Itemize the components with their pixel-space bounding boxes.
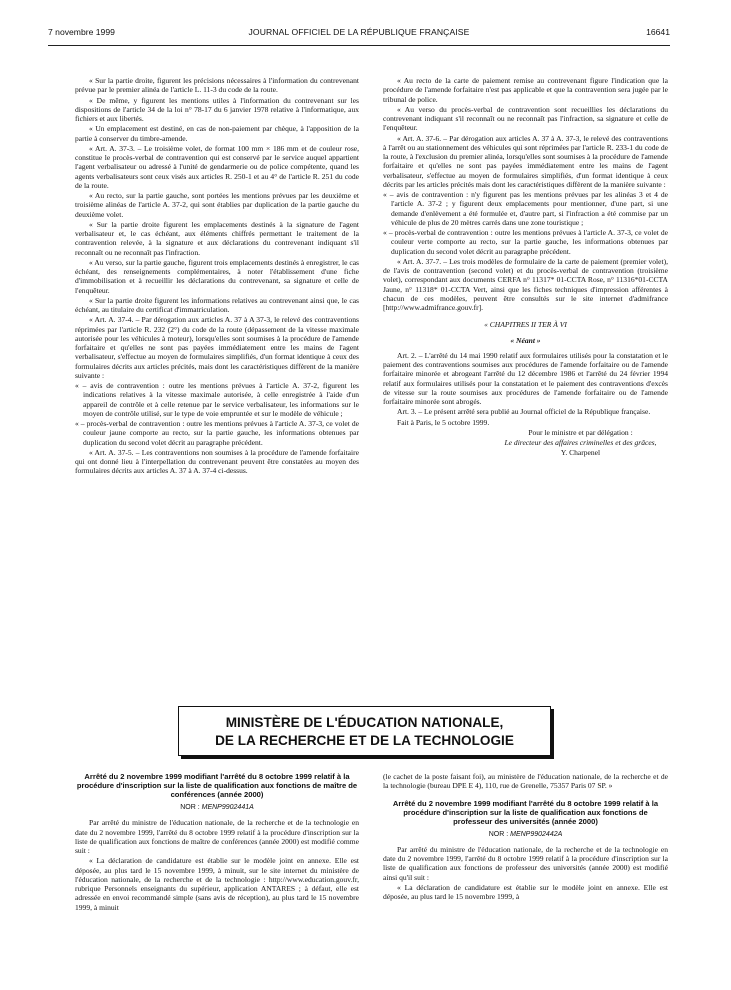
ministry-line-1: MINISTÈRE DE L'ÉDUCATION NATIONALE, bbox=[225, 715, 504, 730]
paragraph: « Sur la partie droite, figurent les précisions nécessaires à l'information du contrevenant prévue par le premier alinéa de l'article L. 11-3 du code de la route. bbox=[75, 76, 359, 95]
header-date: 7 novembre 1999 bbox=[48, 27, 115, 37]
signature-function: Le directeur des affaires criminelles et des grâces, bbox=[504, 438, 657, 447]
ministry-line-2: DE LA RECHERCHE ET DE LA TECHNOLOGIE bbox=[215, 733, 514, 748]
nor-reference bbox=[75, 803, 359, 812]
paragraph: Par arrêté du ministre de l'éducation nationale, de la recherche et de la technologie en date du 2 novembre 1999, l'arrêté du 8 octobre 1999 relatif à la procédure d'inscription sur la liste de qualification aux fonctions de maître de conférences (année 2000) est modifié comme suit : bbox=[75, 818, 359, 855]
article-a37-3: « Art. A. 37-3. – Le troisième volet, de format 100 mm × 186 mm et de couleur rose, constitue le procès-verbal de contravention qui est conservé par le service auquel appartient l'agent verbalisateur ou adressé à l'unité de gendarmerie ou de police compétente, quand les agents verbalisateurs sont ceux visés aux articles R. 250-1 et au 4° de l'article R. 251 du code de la route. bbox=[75, 143, 359, 190]
article-2: Art. 2. – L'arrêté du 14 mai 1990 relatif aux formulaires utilisés pour la constatation et le paiement des contraventions soumises aux procédures de l'amende forfaitaire ou de l'amende forfaitaire minorée et abrogeant l'arrêté du 12 décembre 1986 et l'arrêté du 24 février 1994 relatif aux formulaires utilisés pour la constatation et le paiement des contraventions d'excès de vitesse sur la route soumises aux procédures de l'amende forfaitaire ou de l'amende forfaitaire minorée sont abrogés. bbox=[383, 350, 668, 406]
column-left-top bbox=[75, 76, 359, 477]
paragraph: « De même, y figurent les mentions utiles à l'information du contrevenant sur les dispositions de l'article 34 de la loi n° 78-17 du 6 janvier 1978 relative à l'informatique, aux fichiers et aux libertés. bbox=[75, 95, 359, 123]
paragraph: Par arrêté du ministre de l'éducation nationale, de la recherche et de la technologie en date du 2 novembre 1999, l'arrêté du 8 octobre 1999 relatif à la procédure d'inscription sur la liste de qualification aux fonctions de professeur des universités (année 2000) est modifié ainsi qu'il suit : bbox=[383, 844, 668, 882]
article-a37-4: « Art. A. 37-4. – Par dérogation aux articles A. 37 à A 37-3, le relevé des contraventions réprimées par l'article R. 232 (2°) du code de la route (dépassement de la vitesse maximale autorisée pour les véhicules à moteur), lorsqu'elles sont soumises à la procédure de l'amende forfaitaire et qu'elles ne sont pas payées immédiatement entre les mains de l'agent verbalisateur, s'effectue au moyen de formulaires simplifiés, d'un format identique à ceux des formulaires décrits aux articles précités, mais dont les caractéristiques diffèrent de la manière suivante : bbox=[75, 315, 359, 380]
paragraph: « Sur la partie droite figurent les informations relatives au contrevenant ainsi que, le cas échéant, au titulaire du certificat d'immatriculation. bbox=[75, 295, 359, 314]
article-a37-7: « Art. A. 37-7. – Les trois modèles de formulaire de la carte de paiement (premier volet), de l'avis de contravention (second volet) et du procès-verbal de contravention (troisième volet), correspondant aux documents CERFA n° 11317* 01-CCTA Rose, n° 11316*01-CCTA Jaune, n° 11318* 01-CCTA Vert, ainsi que les fiches techniques d'impression afférentes à chacun de ces modèles, peuvent être consultés sur le site internet d'admifrance [http://www.admifrance.gouv.fr]. bbox=[383, 256, 668, 312]
header-rule bbox=[48, 45, 670, 46]
ministry-heading-box bbox=[178, 706, 551, 756]
paragraph: « La déclaration de candidature est établie sur le modèle joint en annexe. Elle est déposée, au plus tard le 15 novembre 1999, à minuit, sur le site internet du ministère de l'éducation nationale, de la recherche et de la technologie : http://www.education.gouv.fr, rubrique Personnels enseignants du supérieur, application ANTARES ; à défaut, elle est adressée en envoi recommandé simple (sans avis de réception), au plus tard le 15 novembre 1999, à minuit bbox=[75, 856, 359, 912]
paragraph: « Au verso, sur la partie gauche, figurent trois emplacements destinés à enregistrer, le cas échéant, des renseignements complémentaires, à noter l'établissement d'une fiche d'immobilisation et à recueillir les déclarations du contrevenant, sa signature et celle de l'enquêteur. bbox=[75, 257, 359, 295]
list-item: « – avis de contravention : outre les mentions prévues à l'article A. 37-2, figurent les indications relatives à la vitesse maximale autorisée, à celle enregistrée à l'aide d'un appareil de contrôle et à celle retenue par le service verbalisateur, les informations sur le moyen de contrôle utilisé, sur le type de voie empruntée et sur le modèle de véhicule ; bbox=[75, 381, 359, 418]
article-3: Art. 3. – Le présent arrêté sera publié au Journal officiel de la République française. bbox=[397, 407, 651, 417]
article-a37-6: « Art. A. 37-6. – Par dérogation aux articles A. 37 à A. 37-3, le relevé des contraventions à l'arrêt ou au stationnement des véhicules qui sont réprimées par l'article R. 233-1 du code de la route, à l'exclusion du premier alinéa, lorsqu'elles sont soumises à la procédure de l'amende forfaitaire et qu'elles ne sont pas payées immédiatement entre les mains de l'agent verbalisateur, s'effectue au moyen de formulaires simplifiés, d'un format identique à ceux décrits par les articles précités mais dont les caractéristiques diffèrent de la manière suivante : bbox=[383, 133, 668, 189]
nor-label: NOR : bbox=[180, 804, 200, 811]
nor-code: MENP9902442A bbox=[510, 830, 563, 838]
paragraph: « Un emplacement est destiné, en cas de non-paiement par chèque, à l'apposition de la partie à conserver du timbre-amende. bbox=[75, 124, 359, 143]
decree-title: Arrêté du 2 novembre 1999 modifiant l'arrêté du 8 octobre 1999 relatif à la procédure d'inscription sur la liste de qualification aux fonctions de professeur des universités (année 2000) bbox=[392, 798, 659, 826]
signature-name: Y. Charpenel bbox=[560, 448, 601, 458]
paragraph: « Sur la partie droite figurent les emplacements destinés à la signature de l'agent verbalisateur et, le cas échéant, aux éléments chiffrés permettant le traitement de la contravention relevée, à la signature et aux déclarations du contrevenant indiquant s'il reconnaît ou ne reconnaît pas l'infraction. bbox=[75, 219, 359, 257]
chapter-neant: « Néant » bbox=[510, 335, 541, 345]
decree-title: Arrêté du 2 novembre 1999 modifiant l'arrêté du 8 octobre 1999 relatif à la procédure d'inscription sur la liste de qualification aux fonctions de maître de conférences (année 2000) bbox=[76, 772, 358, 799]
header-page-number: 16641 bbox=[646, 27, 670, 37]
paragraph: « La déclaration de candidature est établie sur le modèle joint en annexe. Elle est déposée, au plus tard le 15 novembre 1999, à bbox=[383, 882, 668, 901]
article-a37-5: « Art. A. 37-5. – Les contraventions non soumises à la procédure de l'amende forfaitaire qui ont donné lieu à l'interpellation du contrevenant peuvent être constatées au moyen des formulaires décrits aux articles A. 37 à A. 37-4 ci-dessus. bbox=[75, 447, 359, 476]
paragraph: « Au verso du procès-verbal de contravention sont recueillies les déclarations du contrevenant indiquant s'il reconnaît ou ne reconnaît pas l'infraction, sa signature et celle de l'enquêteur. bbox=[383, 104, 668, 133]
paragraph: « Au recto, sur la partie gauche, sont portées les mentions prévues par les deuxième et troisième alinéas de l'article A. 37-2, qui sont établies par duplication de la partie gauche du deuxième volet. bbox=[75, 191, 359, 219]
paragraph: « Au recto de la carte de paiement remise au contrevenant figure l'indication que la procédure de l'amende forfaitaire n'est pas applicable et que la contravention sera jugée par le tribunal de police. bbox=[383, 76, 668, 104]
nor-code: MENP9902441A bbox=[201, 804, 254, 811]
page-header bbox=[48, 27, 670, 41]
column-right-bottom bbox=[383, 772, 668, 902]
column-left-bottom bbox=[75, 772, 359, 913]
header-journal-title: JOURNAL OFFICIEL DE LA RÉPUBLIQUE FRANÇAISE bbox=[248, 27, 470, 37]
nor-label: NOR : bbox=[488, 830, 509, 838]
column-right-top bbox=[383, 76, 668, 459]
list-item: « – avis de contravention : n'y figurent pas les mentions prévues par les alinéas 3 et 4 de l'article A. 37-2 ; y figurent deux emplacements pour mentionner, d'une part, si une demande d'enlèvement a été formulée et, d'autre part, si l'infraction a été commise par un véhicule de plus de 20 mètres carrés dans une zone touristique ; bbox=[383, 190, 668, 227]
paragraph-continuation: (le cachet de la poste faisant foi), au ministère de l'éducation nationale, de la recherche et de la technologie (bureau DPE E 4), 110, rue de Grenelle, 75357 Paris 07 SP. » bbox=[383, 772, 668, 791]
signature-place-date: Fait à Paris, le 5 octobre 1999. bbox=[397, 417, 490, 427]
nor-reference bbox=[383, 830, 668, 839]
chapter-heading: « CHAPITRES II TER À VI bbox=[484, 320, 567, 330]
list-item: « – procès-verbal de contravention : outre les mentions prévues à l'article A. 37-3, ce volet de couleur verte comporte au recto, sur la partie gauche, les informations obtenues par duplication du second volet décrit au paragraphe précédent. bbox=[383, 228, 668, 256]
signature-delegation: Pour le ministre et par délégation : bbox=[528, 427, 633, 437]
list-item: « – procès-verbal de contravention : outre les mentions prévues à l'article A. 37-3, ce volet de couleur jaune comporte au recto, sur la partie gauche, les informations obtenues par duplication du second volet décrit au paragraphe précédent. bbox=[75, 419, 359, 447]
